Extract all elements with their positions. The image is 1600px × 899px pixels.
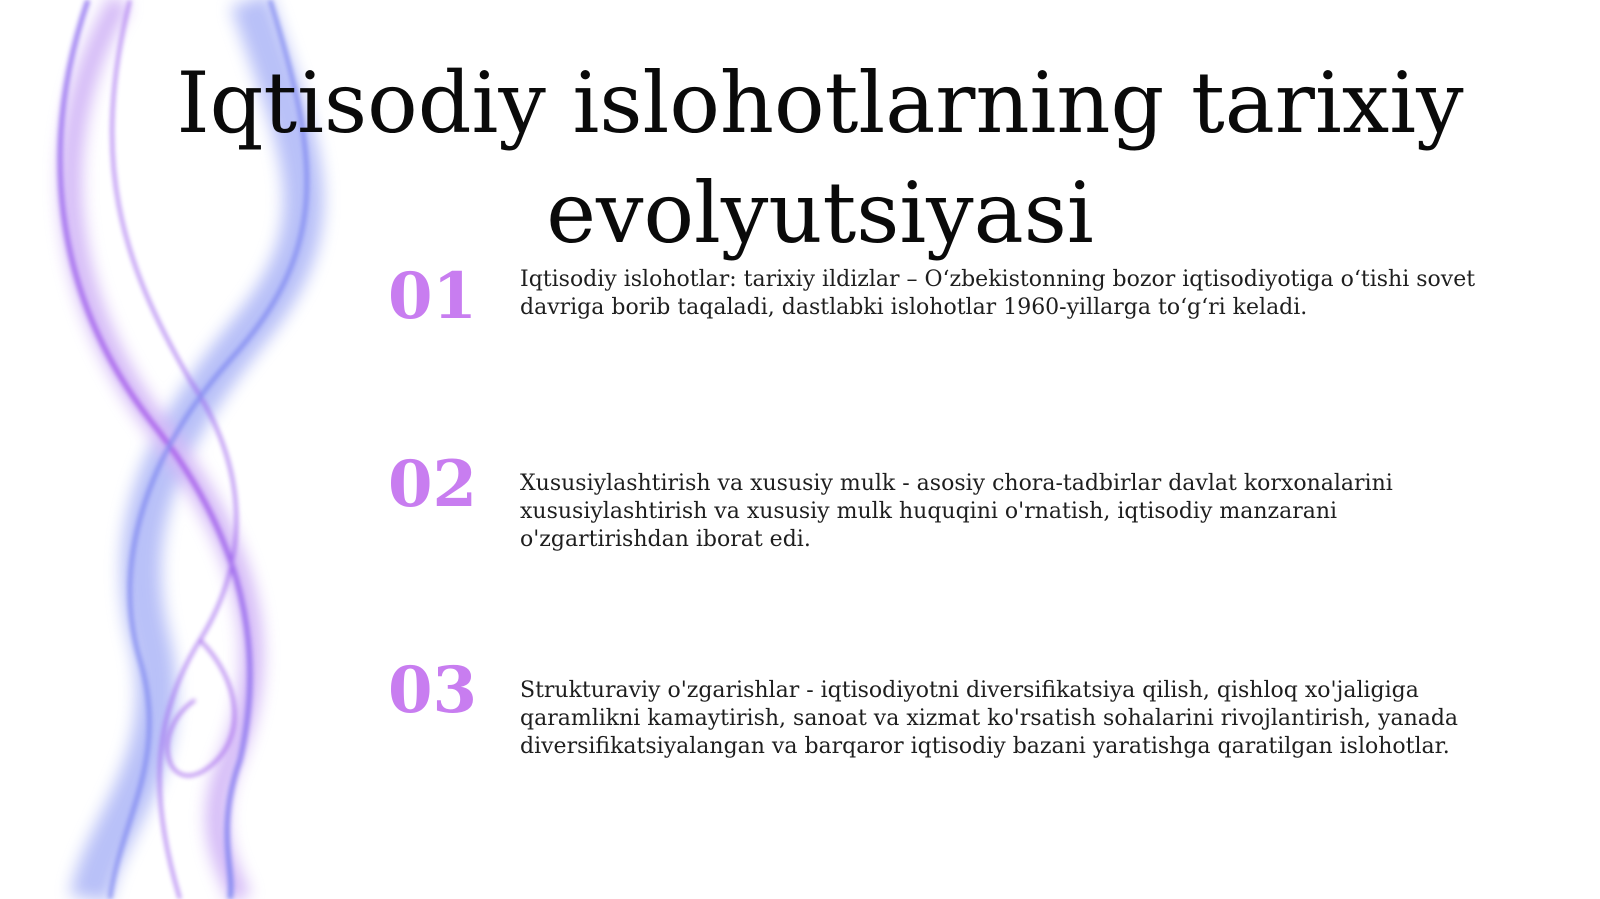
item-text-02: Xususiylashtirish va xususiy mulk - asosiy chora-tadbirlar davlat korxonalarini xususiylashtirish va xususiy mulk huquqini o'rnatish, iqtisodiy manzarani o'zgartirishdan iborat edi. [520, 471, 1393, 552]
slide-title: Iqtisodiy islohotlarning tarixiy evolyutsiyasi [176, 54, 1464, 262]
item-number-03: 03 [388, 653, 478, 728]
item-text-01: Iqtisodiy islohotlar: tarixiy ildizlar – O‘zbekistonning bozor iqtisodiyotiga o‘tishi sovet davriga borib taqaladi, dastlabki islohotlar 1960-yillarga to‘g‘ri keladi. [520, 267, 1476, 320]
item-number-02: 02 [388, 447, 478, 522]
item-number-01: 01 [388, 259, 478, 334]
item-text-03: Strukturaviy o'zgarishlar - iqtisodiyotni diversifikatsiya qilish, qishloq xo'jaligiga qaramlikni kamaytirish, sanoat va xizmat ko'rsatish sohalarini rivojlantirish, yanada diversifikatsiyalangan va barqaror iqtisodiy bazani yaratishga qaratilgan islohotlar. [520, 678, 1459, 759]
